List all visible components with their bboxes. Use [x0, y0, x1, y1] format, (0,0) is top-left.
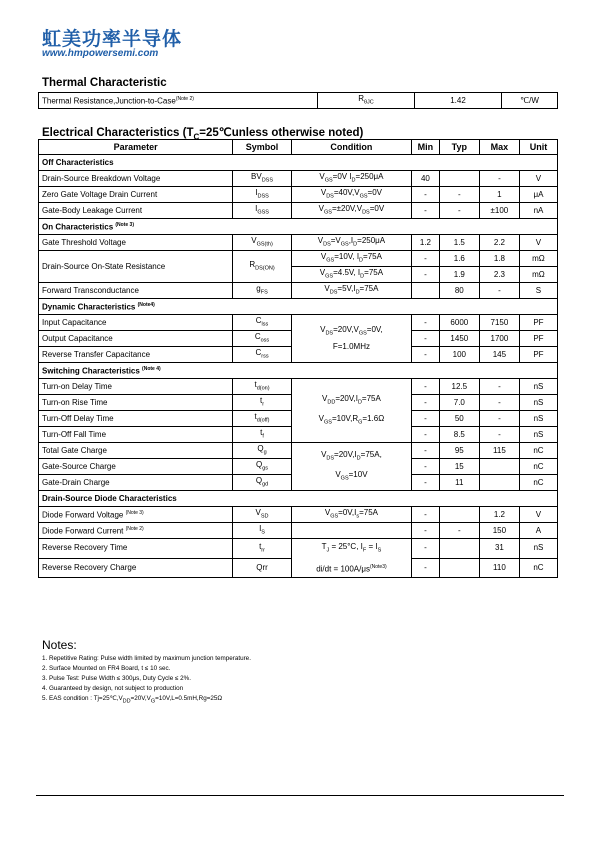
- table-row: Drain-Source Breakdown Voltage $BV_{DSS}$ $V_{GS}=0V$ $I_D=250\mu A$ 40 - V: [39, 171, 558, 187]
- table-row: Gate Threshold Voltage $V_{GS(th)}$ $V_{DS}=V_{GS},I_D=250\mu A$ 1.2 1.5 2.2 V: [39, 235, 558, 251]
- table-row: Turn-Off Fall Time $t_f$ - 8.5 - nS: [39, 427, 558, 443]
- table-row: Output Capacitance $C_{oss}$ - 1450 1700 PF: [39, 331, 558, 347]
- col-unit: Unit: [519, 140, 557, 155]
- col-parameter: Parameter: [39, 140, 233, 155]
- table-row: Gate-Drain Charge $Q_{gd}$ - 11 nC: [39, 475, 558, 491]
- table-row: Input Capacitance $C_{lss}$ $V_{DS}=20V,V_{GS}=0V$, F=1.0MHz - 6000 7150 PF: [39, 315, 558, 331]
- electrical-table: [38, 139, 558, 578]
- table-row: Reverse Recovery Charge Qrr - 110 nC: [39, 558, 558, 578]
- notes-list: [42, 654, 251, 706]
- note-item: 5. EAS condition : $Tj=25℃,V_{DD}=20V,V_G=10V,L=0.5mH,Rg=25\Omega$: [42, 695, 223, 705]
- table-row: [39, 93, 558, 109]
- table-header-row: [39, 140, 558, 155]
- note-item: 4. Guaranteed by design, not subject to production: [42, 685, 184, 692]
- col-condition: Condition: [291, 140, 411, 155]
- elec-title: Electrical Characteristics ($T_C=25℃unless$ otherwise noted): [42, 127, 364, 142]
- table-row: Zero Gate Voltage Drain Current $I_{DSS}$ $V_{DS}=40V,V_{GS}=0V$ - - 1 μA: [39, 187, 558, 203]
- col-min: Min: [412, 140, 440, 155]
- thermal-title: Thermal Characteristic: [42, 77, 167, 89]
- thermal-value: 1.42: [415, 93, 502, 109]
- notes-title: Notes:: [42, 638, 77, 652]
- table-row: Turn-on Rise Time $t_r$ - 7.0 - nS: [39, 395, 558, 411]
- table-row: Reverse Recovery Time $t_{rr}$ $T_J = 25^\circ C$, $I_F = I_S$ di/dt = 100A/μs$^{(Note3)}$ - 31 nS: [39, 539, 558, 559]
- note-item: 1. Repetitive Rating: Pulse width limited by maximum junction temperature.: [42, 655, 251, 662]
- table-row: Gate-Source Charge $Q_{gs}$ - 15 nC: [39, 459, 558, 475]
- charge-condition: $V_{DS}=20V,I_D=75A$, $V_{GS}=10V$: [291, 443, 411, 491]
- table-row: Drain-Source On-State Resistance $R_{DS(ON)}$ $V_{GS}=10V$, $I_D=75A$ - 1.6 1.8 mΩ: [39, 251, 558, 267]
- group-row: Drain-Source Diode Characteristics: [39, 491, 558, 507]
- table-row: Total Gate Charge $Q_g$ $V_{DS}=20V,I_D=75A$, $V_{GS}=10V$ - 95 115 nC: [39, 443, 558, 459]
- recovery-condition: $T_J = 25^\circ C$, $I_F = I_S$ di/dt = 100A/μs$^{(Note3)}$: [291, 539, 411, 578]
- table-row: Diode Forward Voltage $^{(Note 3)}$ $V_{SD}$ $V_{GS}=0V,I_s=75A$ - 1.2 V: [39, 507, 558, 523]
- thermal-param: Thermal Resistance,Junction-to-Case$^{(Note 2)}$: [39, 93, 318, 109]
- table-row: Turn-on Delay Time $t_{d(on)}$ $V_{DD}=20V,I_D=75A$ $V_{GS}=10V,R_G=1.6\Omega$ - 12.5 - nS: [39, 379, 558, 395]
- thermal-table: [38, 92, 558, 109]
- note-item: 3. Pulse Test: Pulse Width ≤ 300μs, Duty Cycle ≤ 2%.: [42, 675, 192, 682]
- table-row: Turn-Off Delay Time $t_{d(off)}$ - 50 - nS: [39, 411, 558, 427]
- col-symbol: Symbol: [233, 140, 292, 155]
- table-row: Gate-Body Leakage Current $I_{GSS}$ $V_{GS}=\pm 20V,V_{DS}=0V$ - - ±100 nA: [39, 203, 558, 219]
- footer-divider: [36, 795, 564, 796]
- group-row: Dynamic Characteristics $^{(Note4)}$: [39, 299, 558, 315]
- col-typ: Typ: [439, 140, 479, 155]
- brand-url: www.hmpowersemi.com: [42, 48, 159, 59]
- group-row: Off Characteristics: [39, 155, 558, 171]
- table-row: Reverse Transfer Capacitance $C_{rss}$ - 100 145 PF: [39, 347, 558, 363]
- table-row: $V_{GS}=4.5V$, $I_D=75A$ - 1.9 2.3 mΩ: [39, 267, 558, 283]
- brand-logo-text: 虹美功率半导体: [42, 28, 183, 50]
- table-row: Diode Forward Current $^{(Note 2)}$ $I_S$ - - 150 A: [39, 523, 558, 539]
- group-row: Switching Characteristics $^{(Note 4)}$: [39, 363, 558, 379]
- switching-condition: $V_{DD}=20V,I_D=75A$ $V_{GS}=10V,R_G=1.6\Omega$: [291, 379, 411, 443]
- col-max: Max: [479, 140, 519, 155]
- note-item: 2. Surface Mounted on FR4 Board, t ≤ 10 sec.: [42, 665, 171, 672]
- group-row: On Characteristics $^{(Note 3)}$: [39, 219, 558, 235]
- thermal-symbol: $R_{\theta JC}$: [318, 93, 415, 109]
- dynamic-condition: $V_{DS}=20V,V_{GS}=0V$, F=1.0MHz: [291, 315, 411, 363]
- thermal-unit: ℃/W: [502, 93, 558, 109]
- table-row: Forward Transconductance $g_{FS}$ $V_{DS}=5V,I_D=75A$ 80 - S: [39, 283, 558, 299]
